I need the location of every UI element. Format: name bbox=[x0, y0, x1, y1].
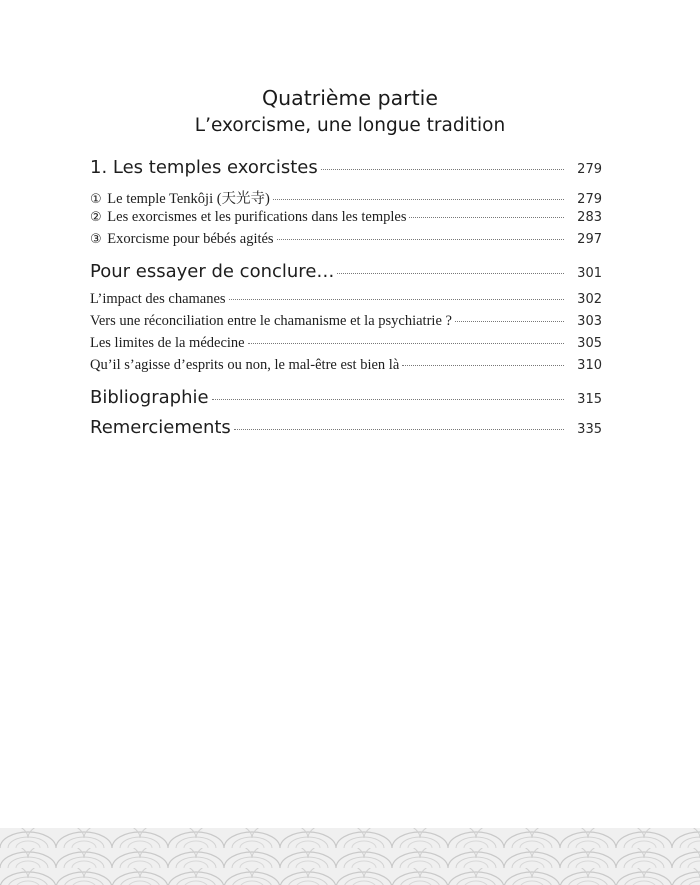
toc-entry-label: 1. Les temples exorcistes bbox=[90, 157, 318, 178]
toc-entry-reconciliation[interactable] bbox=[90, 313, 602, 335]
toc-entry-bebes-agites[interactable] bbox=[90, 231, 602, 253]
toc-page-number: 303 bbox=[577, 314, 602, 329]
dot-leader bbox=[234, 429, 564, 430]
toc-entry-temples-exorcistes[interactable] bbox=[90, 157, 602, 187]
circled-number: ③ bbox=[90, 232, 102, 247]
toc-entry-exorcismes-purifications[interactable] bbox=[90, 209, 602, 231]
toc-page-number: 310 bbox=[577, 358, 602, 373]
toc-page-number: 315 bbox=[577, 392, 602, 407]
toc-entry-conclure[interactable] bbox=[90, 261, 602, 291]
toc-page-number: 335 bbox=[577, 422, 602, 437]
part-heading bbox=[0, 84, 700, 140]
toc-page-number: 302 bbox=[577, 292, 602, 307]
dot-leader bbox=[321, 169, 564, 170]
dot-leader bbox=[337, 273, 564, 274]
toc-entry-label: Remerciements bbox=[90, 417, 231, 438]
dot-leader bbox=[402, 365, 564, 366]
toc-page-number: 301 bbox=[577, 266, 602, 281]
dot-leader bbox=[277, 239, 564, 240]
dot-leader bbox=[248, 343, 564, 344]
toc-entry-label: L’impact des chamanes bbox=[90, 291, 226, 307]
toc-page-number: 279 bbox=[577, 162, 602, 177]
toc-entry-label: Bibliographie bbox=[90, 387, 209, 408]
circled-number: ② bbox=[90, 210, 102, 225]
toc-page-number: 305 bbox=[577, 336, 602, 351]
dot-leader bbox=[455, 321, 564, 322]
toc-entry-tenkoji[interactable] bbox=[90, 187, 602, 209]
toc-entry-mal-etre[interactable] bbox=[90, 357, 602, 379]
toc-page-number: 283 bbox=[577, 210, 602, 225]
dot-leader bbox=[229, 299, 564, 300]
wave-pattern-graphic bbox=[0, 828, 700, 885]
toc-entry-remerciements[interactable] bbox=[90, 417, 602, 447]
circled-number: ① bbox=[90, 192, 102, 207]
toc-entry-label: Vers une réconciliation entre le chamanisme et la psychiatrie ? bbox=[90, 313, 452, 329]
toc-entry-label: Les exorcismes et les purifications dans les temples bbox=[107, 209, 407, 225]
part-subtitle: L’exorcisme, une longue tradition bbox=[194, 115, 506, 136]
toc-page-number: 279 bbox=[577, 192, 602, 207]
dot-leader bbox=[273, 199, 564, 200]
toc-entry-label: Le temple Tenkôji (天光寺) bbox=[107, 191, 270, 207]
dot-leader bbox=[409, 217, 564, 218]
toc-entry-limites-medecine[interactable] bbox=[90, 335, 602, 357]
toc-page-number: 297 bbox=[577, 232, 602, 247]
toc-entry-label: Pour essayer de conclure… bbox=[90, 261, 335, 282]
toc-entry-label: Exorcisme pour bébés agités bbox=[107, 231, 274, 247]
table-of-contents bbox=[90, 157, 602, 447]
toc-entry-impact-chamanes[interactable] bbox=[90, 291, 602, 313]
toc-entry-label: Les limites de la médecine bbox=[90, 335, 245, 351]
part-title: Quatrième partie bbox=[262, 86, 438, 110]
dot-leader bbox=[212, 399, 564, 400]
toc-entry-label: Qu’il s’agisse d’esprits ou non, le mal-être est bien là bbox=[90, 357, 400, 373]
wave-pattern-footer bbox=[0, 828, 700, 885]
toc-entry-bibliographie[interactable] bbox=[90, 387, 602, 417]
